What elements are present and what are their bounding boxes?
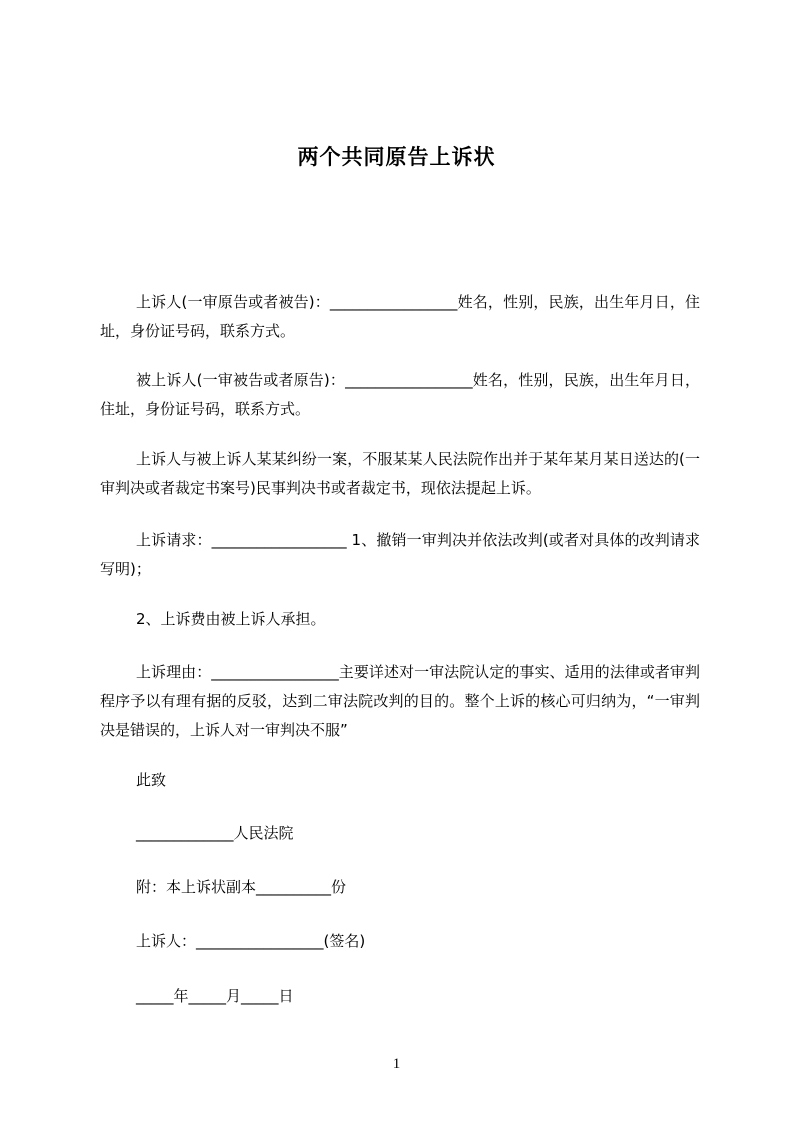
appellant-info-paragraph: 上诉人(一审原告或者被告)：_________________姓名，性别，民族，出生年月日，住址，身份证号码，联系方式。 [100,293,700,340]
attachment-line: 附：本上诉状副本__________份 [136,878,347,896]
page-number: 1 [392,1056,401,1072]
date-line: _____年_____月_____日 [136,987,294,1005]
court-name-line: _____________人民法院 [136,824,294,842]
document-title: 两个共同原告上诉状 [297,145,496,169]
case-statement-paragraph: 上诉人与被上诉人某某纠纷一案，不服某某人民法院作出并于某年某月某日送达的(一审判决或者裁定书案号)民事判决书或者裁定书，现依法提起上诉。 [100,450,700,497]
appeal-request-paragraph: 上诉请求：__________________ 1、撤销一审判决并依法改判(或者对具体的改判请求写明)； [100,531,700,578]
signature-line: 上诉人：_________________(签名) [136,932,366,950]
salutation: 此致 [136,771,167,789]
appeal-reason-paragraph: 上诉理由：_________________主要详述对一审法院认定的事实、适用的法律或者审判程序予以有理有据的反驳，达到二审法院改判的目的。整个上诉的核心可归纳为，“一审判决是错误的，上诉人对一审判决不服” [100,663,700,739]
request-item-2: 2、上诉费由被上诉人承担。 [136,610,326,628]
appellee-info-paragraph: 被上诉人(一审被告或者原告)：_________________姓名，性别，民族，出生年月日，住址，身份证号码，联系方式。 [100,371,700,418]
